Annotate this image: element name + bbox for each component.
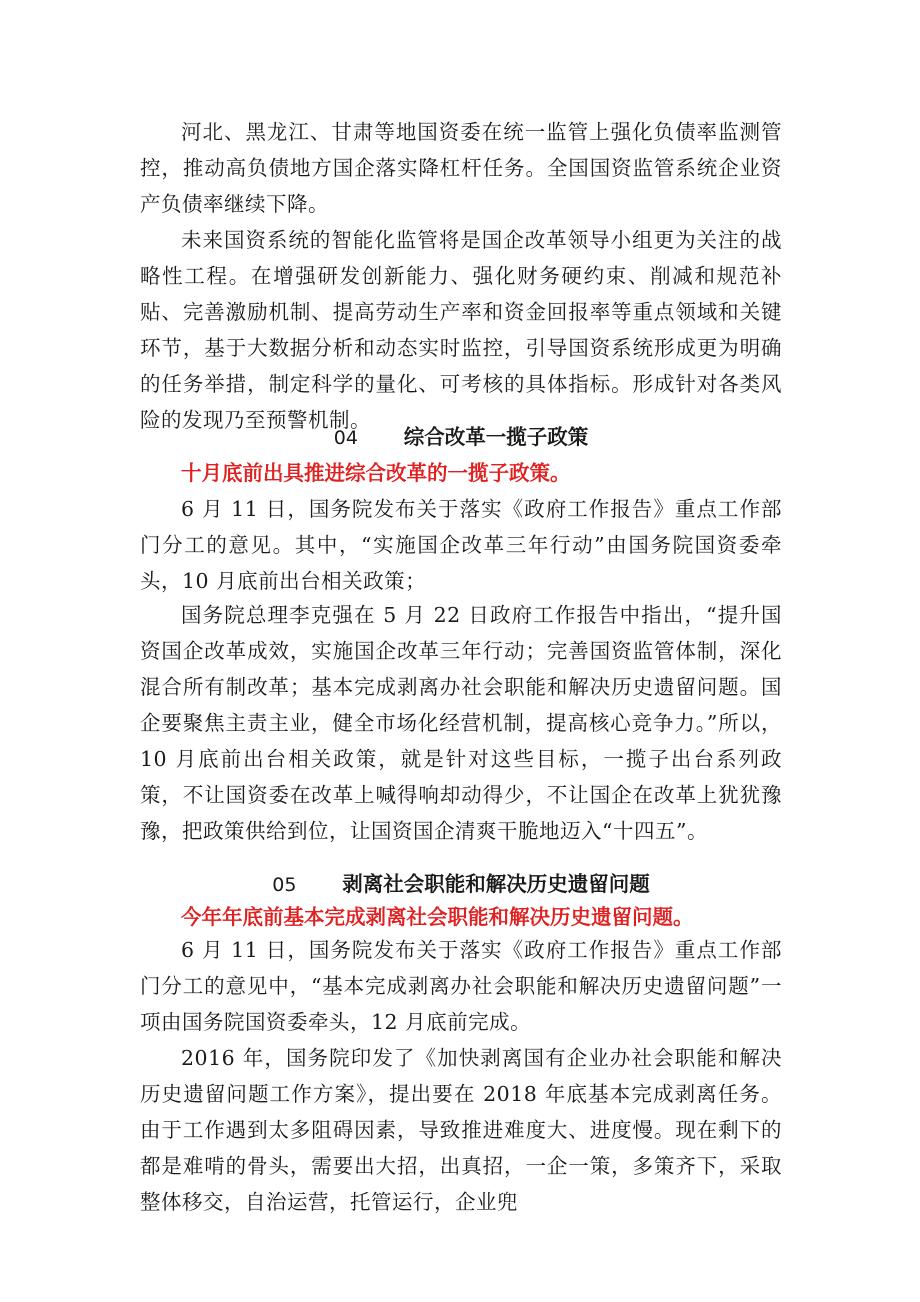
section-05-heading [140, 866, 782, 903]
section-04-heading [140, 419, 782, 456]
paragraph-smart-supervision: 未来国资系统的智能化监管将是国企改革领导小组更为关注的战略性工程。在增强研发创新能力、强化财务硬约束、削减和规范补贴、完善激励机制、提高劳动生产率和资金回报率等重点领域和关键环节，基于大数据分析和动态实时监控，引导国资系统形成更为明确的任务举措，制定科学的量化、可考核的具体指标。形成针对各类风险的发现乃至预警机制。 [140, 228, 782, 432]
section-04-lead: 十月底前出具推进综合改革的一揽子政策。 [181, 461, 571, 485]
section-04-title: 综合改革一揽子政策 [403, 425, 589, 449]
section-05-title: 剥离社会职能和解决历史遗留问题 [342, 872, 650, 896]
section-05-paragraph-2: 2016 年，国务院印发了《加快剥离国有企业办社会职能和解决历史遗留问题工作方案》，提出要在 2018 年底基本完成剥离任务。由于工作遇到太多阻碍因素，导致推进难度大、进度慢。现在剩下的都是难啃的骨头，需要出大招，出真招，一企一策，多策齐下，采取整体移交，自治运营，托管运行，企业兜 [140, 1046, 782, 1214]
section-04-paragraph-1: 6 月 11 日，国务院发布关于落实《政府工作报告》重点工作部门分工的意见。其中，“实施国企改革三年行动”由国务院国资委牵头，10 月底前出台相关政策； [140, 497, 782, 593]
section-05-paragraph-1: 6 月 11 日，国务院发布关于落实《政府工作报告》重点工作部门分工的意见中，“基本完成剥离办社会职能和解决历史遗留问题”一项由国务院国资委牵头，12 月底前完成。 [140, 938, 782, 1034]
paragraph-debt-ratio: 河北、黑龙江、甘肃等地国资委在统一监管上强化负债率监测管控，推动高负债地方国企落实降杠杆任务。全国国资监管系统企业资产负债率继续下降。 [140, 120, 782, 216]
section-04-number: 04 [333, 427, 358, 449]
section-05-number: 05 [272, 874, 297, 896]
section-04-paragraph-2: 国务院总理李克强在 5 月 22 日政府工作报告中指出，“提升国资国企改革成效，实施国企改革三年行动；完善国资监管体制，深化混合所有制改革；基本完成剥离办社会职能和解决历史遗留问题。国企要聚焦主责主业，健全市场化经营机制，提高核心竞争力。”所以，10 月底前出台相关政策，就是针对这些目标，一揽子出台系列政策，不让国资委在改革上喊得响却动得少，不让国企在改革上犹犹豫豫，把政策供给到位，让国资国企清爽干脆地迈入“十四五”。 [140, 603, 782, 843]
section-05-lead: 今年年底前基本完成剥离社会职能和解决历史遗留问题。 [181, 905, 694, 929]
